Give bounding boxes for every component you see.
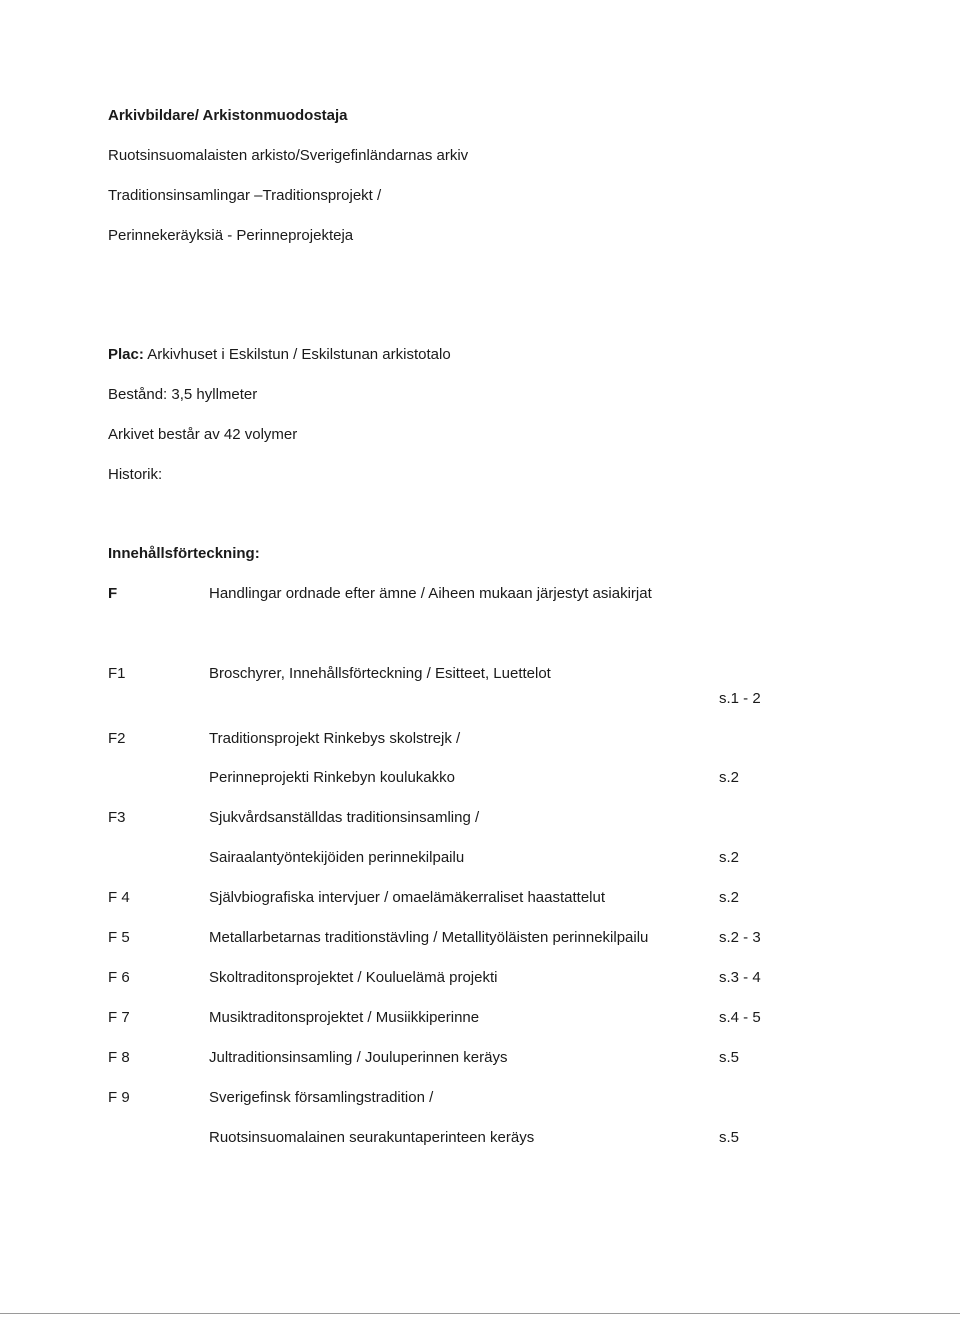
row-code: F 4 [108,889,130,906]
row-description: Traditionsprojekt Rinkebys skolstrejk / [209,730,461,747]
plac-line [108,345,451,365]
row-pages: s.2 - 3 [719,929,761,946]
row-code: F 8 [108,1049,130,1066]
creator-heading: Arkivbildare/ Arkistonmuodostaja [108,107,348,124]
row-pages: s.2 [719,889,740,906]
series-title-fi: Perinnekeräyksiä - Perinneprojekteja [108,227,354,244]
row-pages: s.5 [719,1129,740,1146]
series-title-sv: Traditionsinsamlingar –Traditionsprojekt / [108,187,382,204]
row-pages: s.2 [719,769,740,786]
row-description-cont: Ruotsinsuomalainen seurakuntaperinteen keräys [209,1129,535,1146]
bestand-line: Bestånd: 3,5 hyllmeter [108,386,258,403]
row-description: Musiktraditonsprojektet / Musiikkiperinne [209,1009,480,1026]
plac-label: Plac: [108,346,144,363]
series-description: Handlingar ordnade efter ämne / Aiheen mukaan järjestyt asiakirjat [209,585,652,602]
row-pages: s.4 - 5 [719,1009,761,1026]
plac-value: Arkivhuset i Eskilstun / Eskilstunan arkistotalo [143,346,451,363]
contents-heading: Innehållsförteckning: [108,545,260,562]
row-description: Sjukvårdsanställdas traditionsinsamling / [209,809,480,826]
row-description: Självbiografiska intervjuer / omaelämäkerraliset haastattelut [209,889,606,906]
row-pages: s.3 - 4 [719,969,761,986]
row-code: F 6 [108,969,130,986]
volymer-line: Arkivet består av 42 volymer [108,426,298,443]
page-edge-divider [0,1313,960,1314]
row-code: F3 [108,809,126,826]
row-code: F2 [108,730,126,747]
row-description-cont: Sairaalantyöntekijöiden perinnekilpailu [209,849,465,866]
row-code: F1 [108,665,126,682]
row-description: Sverigefinsk församlingstradition / [209,1089,434,1106]
row-description: Jultraditionsinsamling / Jouluperinnen keräys [209,1049,508,1066]
row-code: F 9 [108,1089,130,1106]
row-description: Skoltraditonsprojektet / Kouluelämä projekti [209,969,498,986]
row-description: Broschyrer, Innehållsförteckning / Esitteet, Luettelot [209,665,551,682]
row-code: F 7 [108,1009,130,1026]
historik-line: Historik: [108,466,163,483]
row-pages: s.1 - 2 [719,690,761,707]
row-pages: s.2 [719,849,740,866]
series-code: F [108,585,118,602]
row-pages: s.5 [719,1049,740,1066]
archive-name: Ruotsinsuomalaisten arkisto/Sverigefinländarnas arkiv [108,147,469,164]
row-code: F 5 [108,929,130,946]
row-description: Metallarbetarnas traditionstävling / Metallityöläisten perinnekilpailu [209,929,649,946]
row-description-cont: Perinneprojekti Rinkebyn koulukakko [209,769,455,786]
